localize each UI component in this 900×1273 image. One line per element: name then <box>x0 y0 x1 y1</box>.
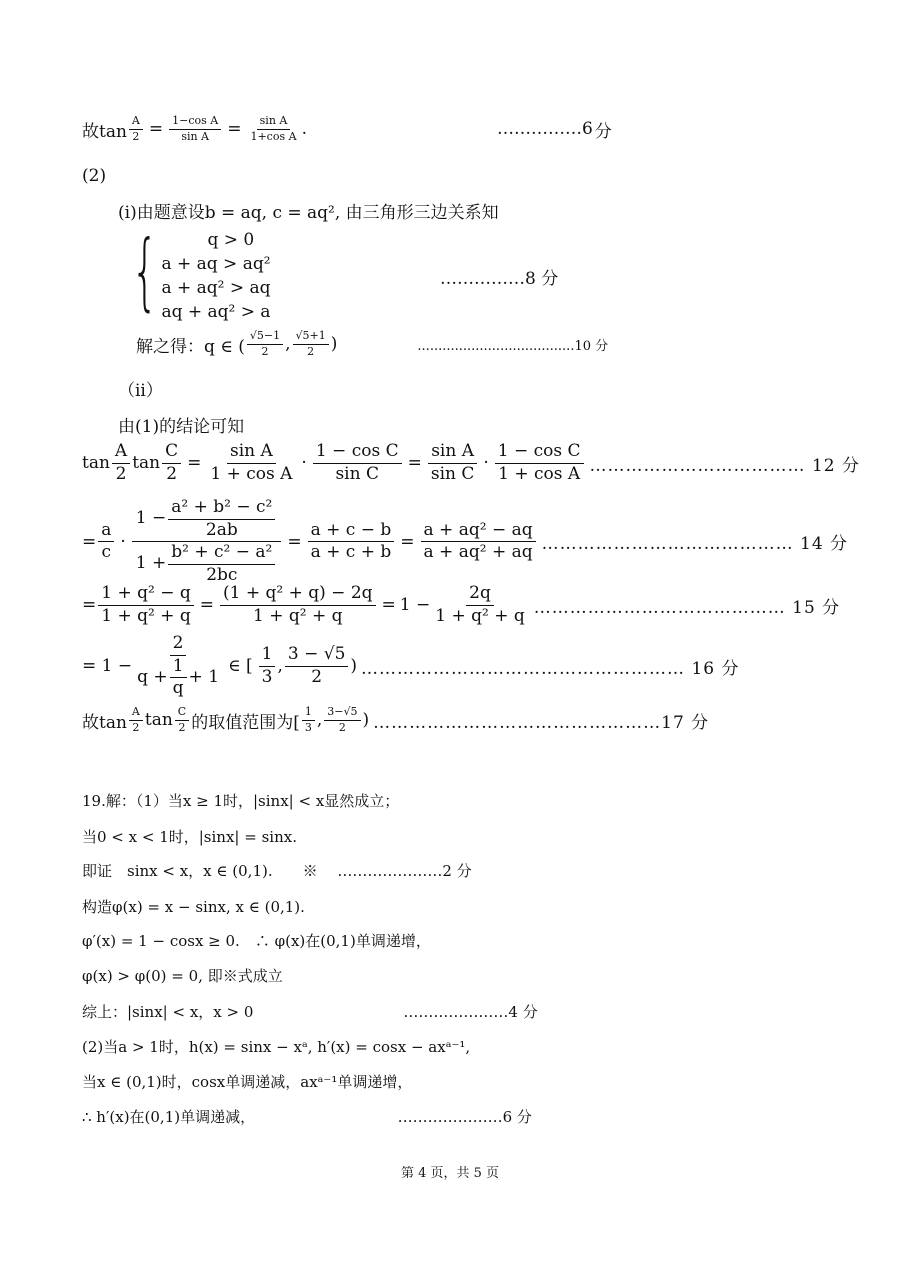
tan-label: 故tan <box>82 121 127 142</box>
page-footer: 第 4 页，共 5 页 <box>400 1166 500 1181</box>
eq-14: = $\frac{a}{c}$ · 1 − $\frac{\text{a² + b² − c²}}{2ab}$ 1 + $\frac{\text{b² + c² − a²}}{2bc}$ = $\frac{a + c - b}{a + c + b}$ = $\frac{\text{a + aq² − aq}}{\text{a + aq² + aq}}$ …………………………………… 14 分 <box>82 497 849 585</box>
inequality-system: { q > 0 a + aq > aq² a + aq² > aq aq + aq² > a <box>131 222 271 322</box>
score-10: ......................................10 分 <box>417 338 609 354</box>
q19-line-1: 19.解：（1）当x ≥ 1时，|sinx| < x显然成立； <box>82 792 400 810</box>
q19-line-2: 当0 < x < 1时，|sinx| = sinx. <box>82 828 297 846</box>
q19-line-10: ∴ h′(x)在(0,1)单调递减， …………………6 分 <box>82 1108 532 1126</box>
frac-1: $\frac{\text{1−cos A}}{\text{sin A}}$ <box>169 115 221 143</box>
ineq-3: a + aq² > aq <box>161 278 271 298</box>
ineq-4: aq + aq² > a <box>161 302 271 322</box>
eq-16: = 1 − 2 q + $\frac{1}{q}$ + 1 ∈ [ $\frac{1}{3}$ , $\frac{3 - √5}{2}$ ) ……………………………………………… 16 分 <box>82 633 740 699</box>
eq-17: 故tan $\frac{A}{2}$ tan $\frac{C}{2}$ 的取值范围为[ $\frac{1}{3}$ , $\frac{3-√5}{2}$ ) …………………………………………17 分 <box>82 705 710 734</box>
part-2-label: (2) <box>82 166 107 186</box>
frac-2: $\frac{\text{sin A}}{\text{1+cos A}}$ <box>250 114 297 143</box>
q19-line-3: 即证 sinx < x，x ∈ (0,1). ※ …………………2 分 <box>82 862 472 880</box>
solve-line: 解之得：q ∈ ( $\frac{√5-1}{2}$ , $\frac{√5+1}{2}$ ) ......................................10 分 <box>136 329 609 358</box>
score-dots: ……………6 <box>496 119 593 140</box>
q19-line-5: φ′(x) = 1 − cosx ≥ 0. ∴ φ(x)在(0,1)单调递增， <box>82 932 431 950</box>
eq-15: = $\frac{\text{1 + q² − q}}{\text{1 + q² + q}}$ = $\frac{\text{(1 + q² + q) − 2q}}{\text{1 + q² + q}}$ = 1 − $\frac{2q}{\text{1 + q² + q}}$ …………………………………… 15 分 <box>82 583 841 626</box>
q19-line-6: φ(x) > φ(0) = 0, 即※式成立 <box>82 967 283 985</box>
from-1: 由(1)的结论可知 <box>118 417 245 437</box>
eq-12: tan $\frac{A}{2}$ tan $\frac{C}{2}$ = $\frac{\text{sin A}}{\text{1 + cos A}}$ · $\frac{\text{1 − cos C}}{\text{sin C}}$ = $\frac{\text{sin A}}{\text{sin C}}$ · $\frac{\text{1 − cos C}}{\text{1 + cos A}}$ ……………………………… 12 分 <box>82 441 860 484</box>
q19-line-9: 当x ∈ (0,1)时，cosx单调递减，axᵃ⁻¹单调递增， <box>82 1073 413 1091</box>
frac-A-2: $\frac{A}{2}$ <box>129 115 143 143</box>
sys-score: ……………8 分 <box>440 269 559 289</box>
eq-line-6: 故tan $\frac{A}{2}$ = $\frac{\text{1−cos A}}{\text{sin A}}$ = $\frac{\text{sin A}}{\text{1+cos A}}$ . ……………6 分 <box>82 114 612 143</box>
i-text: (i)由题意设b = aq, c = aq², 由三角形三边关系知 <box>118 203 499 223</box>
part-ii-label: （ii） <box>118 381 163 401</box>
ineq-1: q > 0 <box>207 230 255 250</box>
ineq-2: a + aq > aq² <box>161 254 271 274</box>
q19-line-8: (2)当a > 1时，h(x) = sinx − xᵃ, h′(x) = cosx − axᵃ⁻¹, <box>82 1038 471 1056</box>
q19-line-4: 构造φ(x) = x − sinx, x ∈ (0,1). <box>82 898 305 916</box>
q19-line-7: 综上：|sinx| < x，x > 0 …………………4 分 <box>82 1003 538 1021</box>
